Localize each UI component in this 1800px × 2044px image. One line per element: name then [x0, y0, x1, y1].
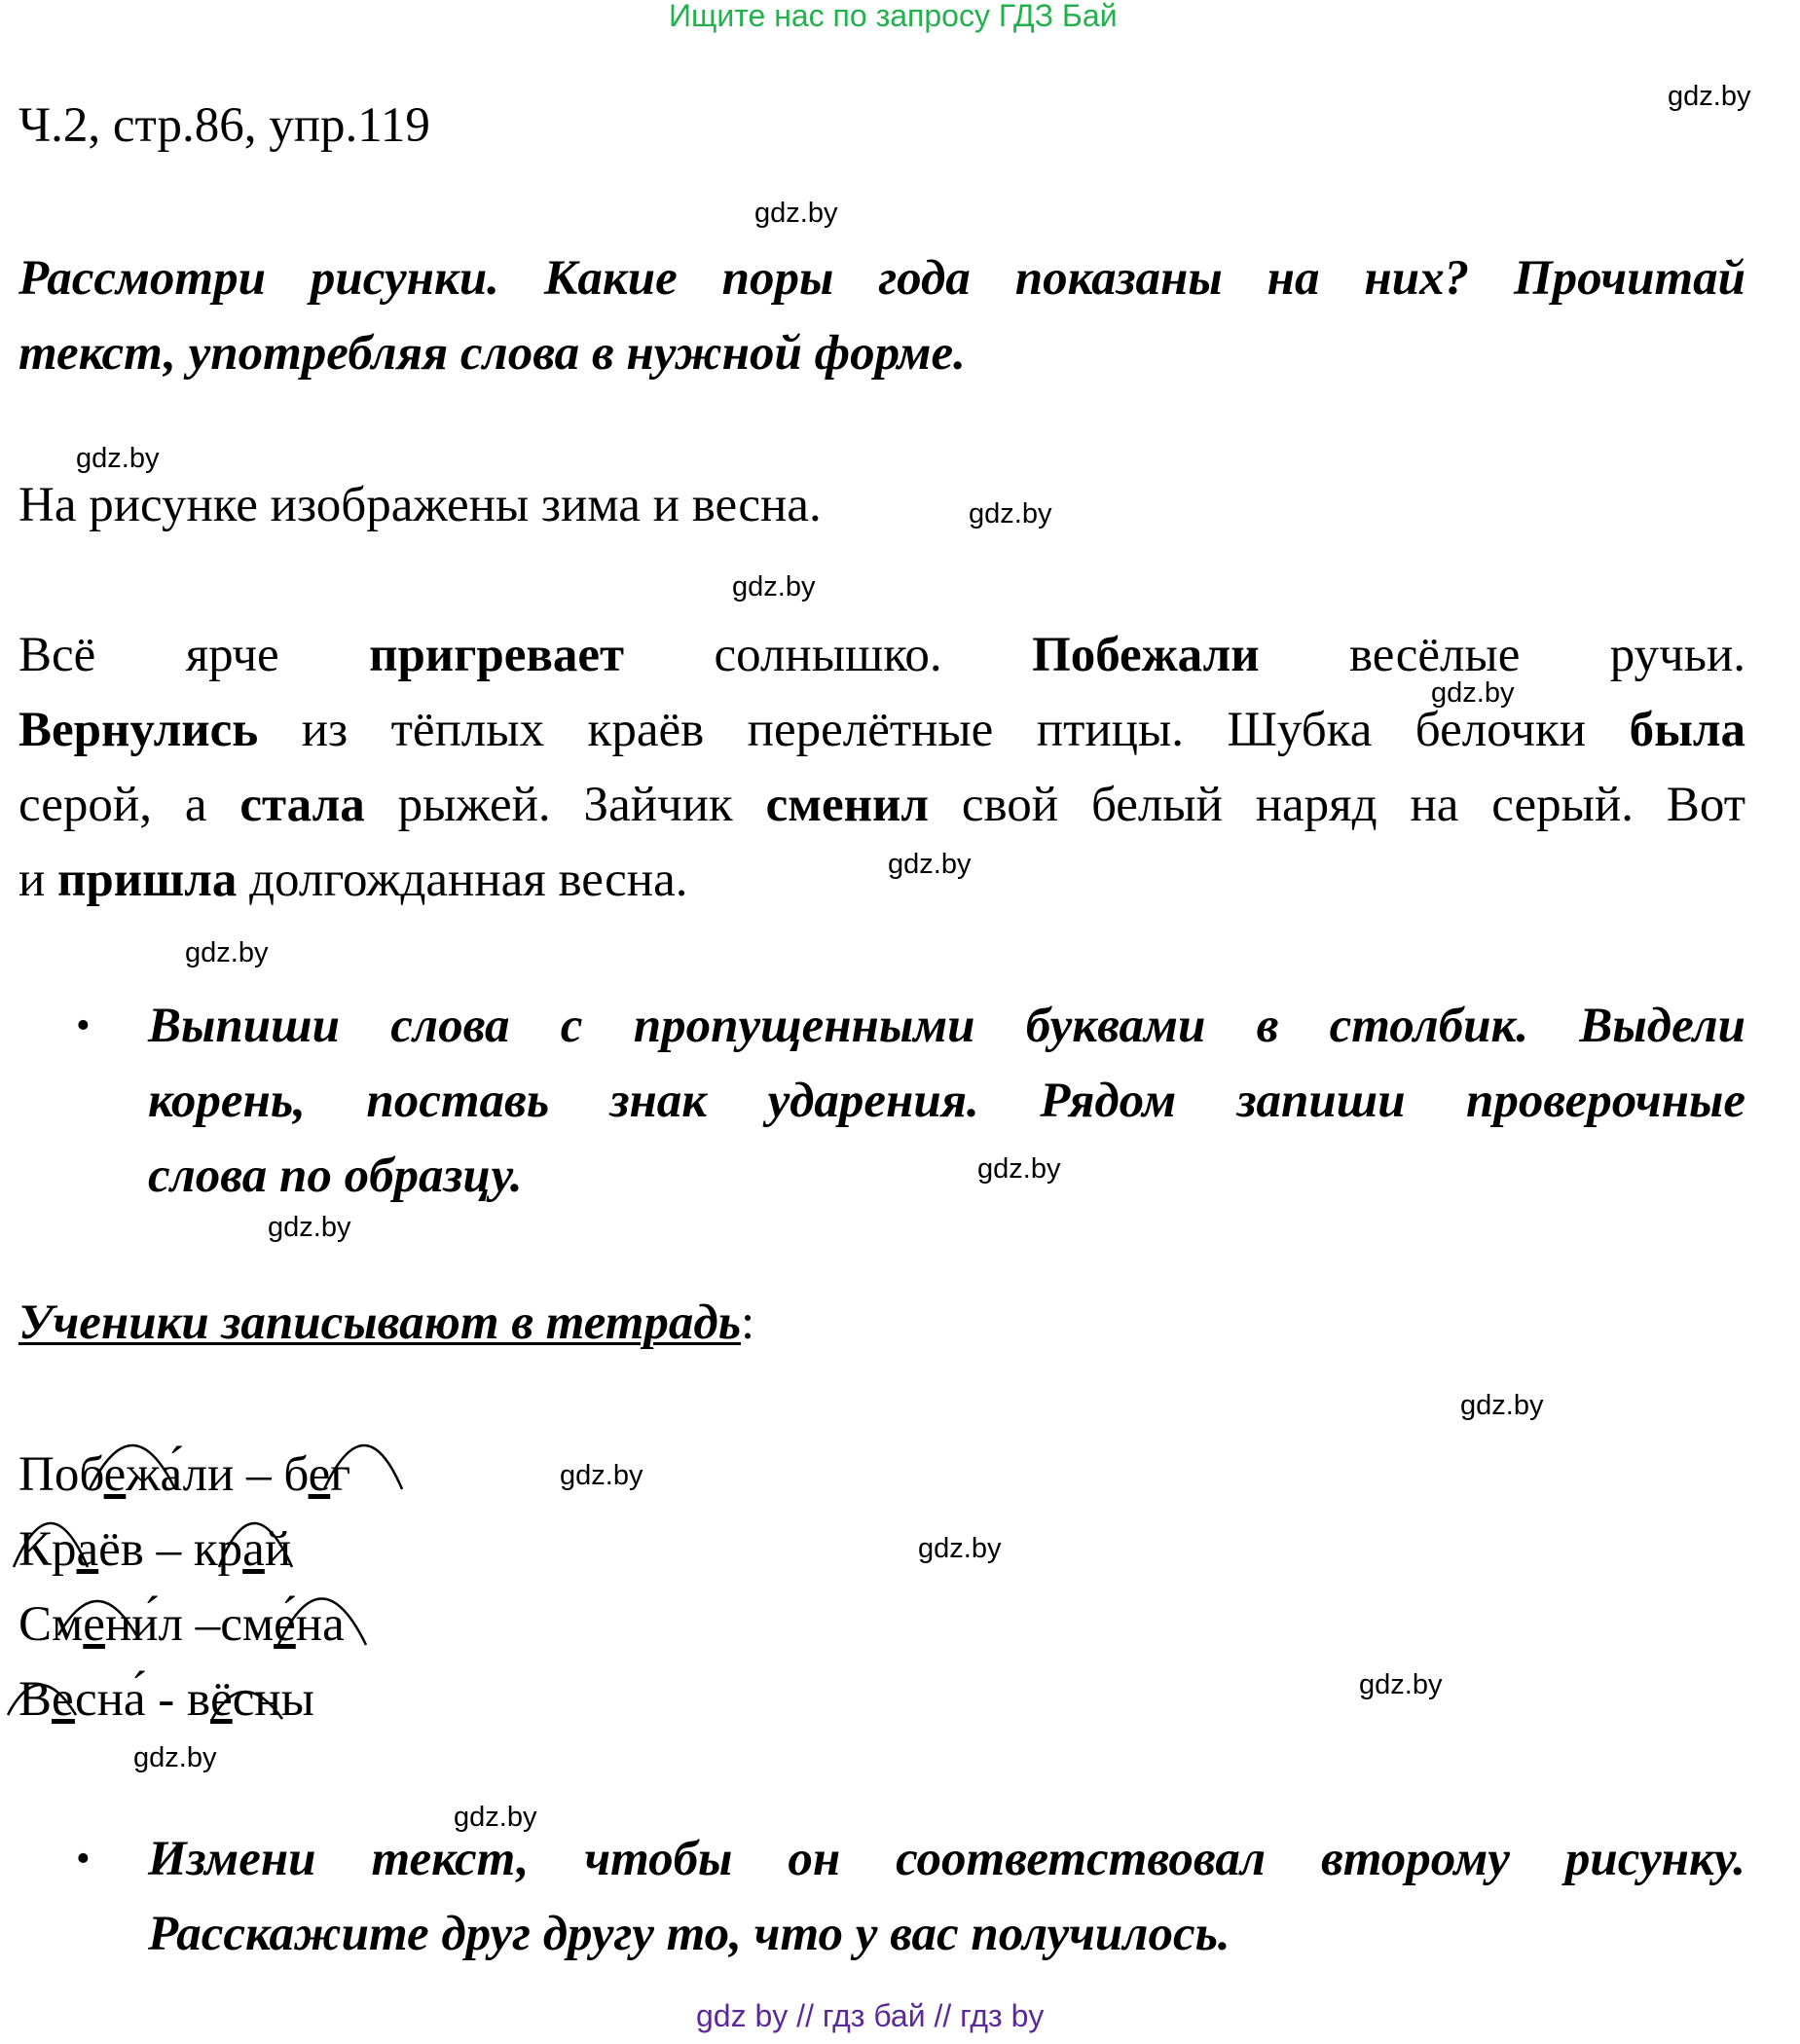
task-instruction-line-2: текст, употребляя слова в нужной форме. — [18, 326, 966, 381]
task3-line-1: Измени текст, чтобы он соответствовал второму рисунку. — [148, 1832, 1745, 1886]
notebook-heading-text: Ученики записывают в тетрадь — [18, 1296, 742, 1350]
watermark: gdz.by — [888, 849, 972, 880]
text: на — [295, 1597, 345, 1652]
watermark: gdz.by — [454, 1802, 537, 1833]
watermark: gdz.by — [1431, 677, 1515, 709]
watermark: gdz.by — [133, 1742, 217, 1773]
root-arc — [8, 1685, 76, 1715]
word-bold: сменил — [765, 778, 930, 832]
answer-seasons: На рисунке изображены зима и весна. — [18, 478, 822, 532]
text: Кр — [18, 1522, 77, 1577]
watermark: gdz.by — [732, 571, 816, 602]
text: й — [264, 1522, 292, 1577]
vowel-underlined: а — [242, 1522, 265, 1577]
root-arc — [324, 1445, 402, 1489]
task2-line-1: Выпиши слова с пропущенными буквами в столбик. Выдели — [148, 999, 1745, 1053]
word: ручьи. — [1609, 628, 1745, 682]
text: сна́ - в — [74, 1672, 211, 1727]
watermark: gdz.by — [560, 1460, 643, 1491]
root-arc — [278, 1599, 366, 1646]
vowel-underlined: а — [76, 1522, 99, 1577]
notebook-heading-colon: : — [741, 1296, 755, 1350]
text: долгожданная весна. — [237, 853, 688, 907]
watermark: gdz.by — [76, 443, 160, 474]
bullet-icon: • — [76, 1004, 91, 1048]
watermark: gdz.by — [969, 498, 1052, 529]
word: солнышко. — [714, 628, 942, 682]
root-arc — [58, 1601, 136, 1635]
text: рыжей. Зайчик — [364, 778, 766, 832]
exercise-reference: Ч.2, стр.86, упр.119 — [18, 98, 430, 153]
text: свой белый наряд на серый. Вот — [929, 778, 1746, 832]
root-arc — [212, 1692, 282, 1719]
footer-links[interactable]: gdz by // гдз бай // гдз by — [696, 1998, 1045, 2033]
word-bold: пришла — [57, 853, 238, 907]
text: г — [330, 1447, 351, 1502]
watermark: gdz.by — [1460, 1390, 1544, 1421]
watermark: gdz.by — [1668, 81, 1751, 112]
watermark: gdz.by — [268, 1212, 351, 1243]
watermark: gdz.by — [185, 937, 269, 968]
text: ни́л –см — [104, 1597, 275, 1652]
task2-line-2: корень, поставь знак ударения. Рядом запиши проверочные — [148, 1074, 1745, 1128]
task-instruction-line-1: Рассмотри рисунки. Какие поры года показаны на них? Прочитай — [18, 251, 1745, 306]
text: См — [18, 1597, 84, 1652]
vowel-underlined: е — [308, 1447, 331, 1502]
root-arc — [219, 1523, 292, 1567]
search-banner-link[interactable]: Ищите нас по запросу ГДЗ Бай — [669, 0, 1118, 33]
word-bold: Побежали — [1032, 628, 1260, 682]
text: сны — [232, 1672, 314, 1727]
text: из тёплых краёв перелётные птицы. Шубка белочки — [258, 703, 1630, 757]
text: серой, а — [18, 778, 240, 832]
text: и — [18, 853, 58, 907]
task3-line-2: Расскажите друг другу то, что у вас получилось. — [148, 1907, 1231, 1961]
text: В — [18, 1672, 53, 1727]
bullet-icon: • — [76, 1837, 91, 1881]
text: ёв – кр — [98, 1522, 243, 1577]
watermark: gdz.by — [918, 1533, 1002, 1564]
vowel-underlined: е — [103, 1447, 127, 1502]
vowel-underlined: е — [83, 1597, 105, 1652]
watermark: gdz.by — [977, 1153, 1061, 1185]
word: Всё — [18, 628, 96, 682]
word-bold: была — [1629, 703, 1745, 757]
watermark: gdz.by — [754, 198, 838, 229]
vowel-underlined: е — [52, 1672, 75, 1727]
vowel-underlined: ё — [210, 1672, 233, 1727]
root-arc — [90, 1445, 175, 1489]
word-bold: Вернулись — [18, 703, 259, 757]
text: жа́ли – б — [126, 1447, 309, 1502]
word-bold: стала — [239, 778, 365, 832]
task2-line-3: слова по образцу. — [148, 1149, 523, 1203]
watermark: gdz.by — [1359, 1669, 1443, 1700]
word: весёлые — [1349, 628, 1521, 682]
vowel-underlined: е́ — [274, 1597, 296, 1652]
word: ярче — [185, 628, 279, 682]
word-bold: пригревает — [369, 628, 625, 682]
root-arc — [14, 1523, 88, 1567]
text: Поб — [18, 1447, 104, 1502]
